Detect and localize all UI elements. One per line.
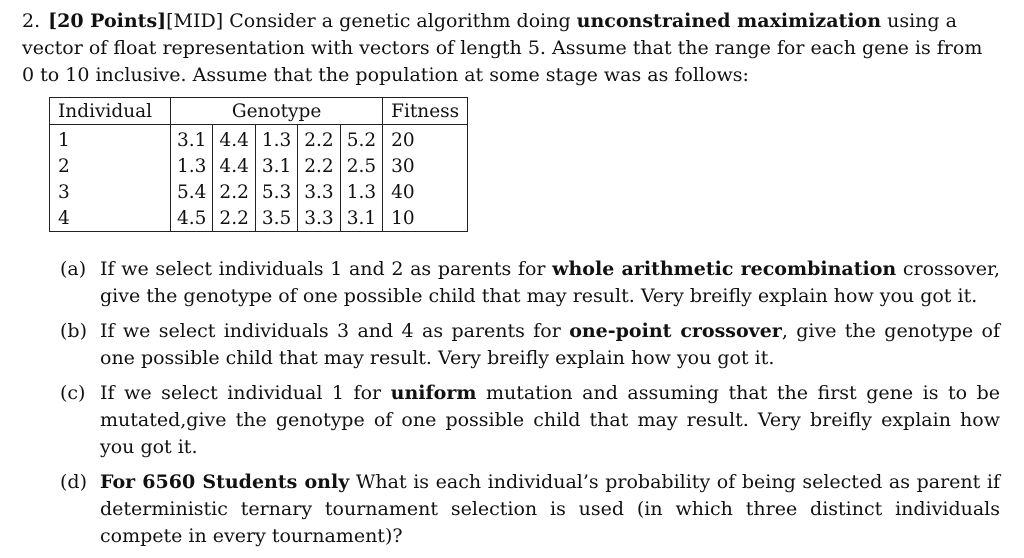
gene-cell: 5.2 (340, 125, 382, 154)
gene-cell: 2.2 (298, 153, 340, 179)
part-c-text-2: mutation and assuming that the first gene is to be mutated,give the genotype of one possible child that may result. Very breifly explain how you got it. (100, 382, 1000, 458)
question-parts (60, 256, 1000, 558)
table-row (50, 125, 468, 154)
question-tag: [MID] (166, 10, 224, 32)
fitness-cell: 10 (383, 205, 468, 232)
header-genotype: Genotype (171, 98, 383, 125)
gene-cell: 4.4 (213, 125, 255, 154)
part-a (60, 256, 1000, 310)
gene-cell: 4.5 (171, 205, 213, 232)
part-b-bold: one-point crossover (569, 320, 782, 342)
part-d-bold: For 6560 Students only (100, 471, 350, 493)
gene-cell: 3.3 (298, 179, 340, 205)
gene-cell: 5.3 (255, 179, 297, 205)
gene-cell: 1.3 (340, 179, 382, 205)
intro-text-end: using a (887, 10, 957, 32)
part-b-text-2: , give the genotype of one possible child that may result. Very breifly explain how you got it. (100, 320, 1000, 369)
gene-cell: 1.3 (255, 125, 297, 154)
gene-cell: 3.5 (255, 205, 297, 232)
table-row (50, 153, 468, 179)
gene-cell: 3.1 (171, 125, 213, 154)
question-line-2: vector of float representation with vectors of length 5. Assume that the range for each gene is from (22, 37, 983, 59)
question-intro (22, 8, 1002, 89)
header-fitness: Fitness (383, 98, 468, 125)
gene-cell: 2.2 (213, 205, 255, 232)
part-c-label: (c) (60, 382, 86, 404)
part-a-text (100, 256, 1000, 310)
intro-bold: unconstrained maximization (576, 10, 882, 32)
gene-cell: 4.4 (213, 153, 255, 179)
question-number: 2. (22, 10, 41, 32)
population-table-wrapper (49, 97, 468, 232)
table-row (50, 205, 468, 232)
part-d-text (100, 469, 1000, 550)
individual-id-cell: 2 (50, 153, 171, 179)
gene-cell: 3.3 (298, 205, 340, 232)
fitness-cell: 40 (383, 179, 468, 205)
part-a-text-1: If we select individuals 1 and 2 as parents for (100, 258, 546, 280)
header-individual: Individual (50, 98, 171, 125)
intro-text: Consider a genetic algorithm doing (229, 10, 571, 32)
table-row (50, 179, 468, 205)
part-c-text (100, 380, 1000, 461)
part-c-text-1: If we select individual 1 for (100, 382, 382, 404)
gene-cell: 3.1 (255, 153, 297, 179)
individual-id-cell: 1 (50, 125, 171, 154)
part-d-label: (d) (60, 471, 87, 493)
gene-cell: 2.2 (213, 179, 255, 205)
part-c-bold: uniform (390, 382, 477, 404)
gene-cell: 2.2 (298, 125, 340, 154)
gene-cell: 3.1 (340, 205, 382, 232)
question-points: [20 Points] (48, 10, 167, 32)
question-line-3: 0 to 10 inclusive. Assume that the population at some stage was as follows: (22, 64, 749, 86)
fitness-cell: 20 (383, 125, 468, 154)
table-header-row (50, 98, 468, 125)
gene-cell: 5.4 (171, 179, 213, 205)
population-table (49, 97, 468, 232)
part-a-text-2: crossover, give the genotype of one possible child that may result. Very breifly explain how you got it. (100, 258, 1000, 307)
part-b-text (100, 318, 1000, 372)
individual-id-cell: 3 (50, 179, 171, 205)
part-b-label: (b) (60, 320, 87, 342)
gene-cell: 1.3 (171, 153, 213, 179)
individual-id-cell: 4 (50, 205, 171, 232)
part-a-bold: whole arithmetic recombination (552, 258, 897, 280)
part-d-text-2: What is each individual’s probability of being selected as parent if deterministic ternary tournament selection is used (in which three distinct individuals compete in every tournament)? (100, 471, 1001, 547)
part-d (60, 469, 1000, 550)
part-c (60, 380, 1000, 461)
gene-cell: 2.5 (340, 153, 382, 179)
part-b-text-1: If we select individuals 3 and 4 as parents for (100, 320, 561, 342)
fitness-cell: 30 (383, 153, 468, 179)
question-line-1 (22, 8, 1002, 35)
part-b (60, 318, 1000, 372)
part-a-label: (a) (60, 258, 87, 280)
